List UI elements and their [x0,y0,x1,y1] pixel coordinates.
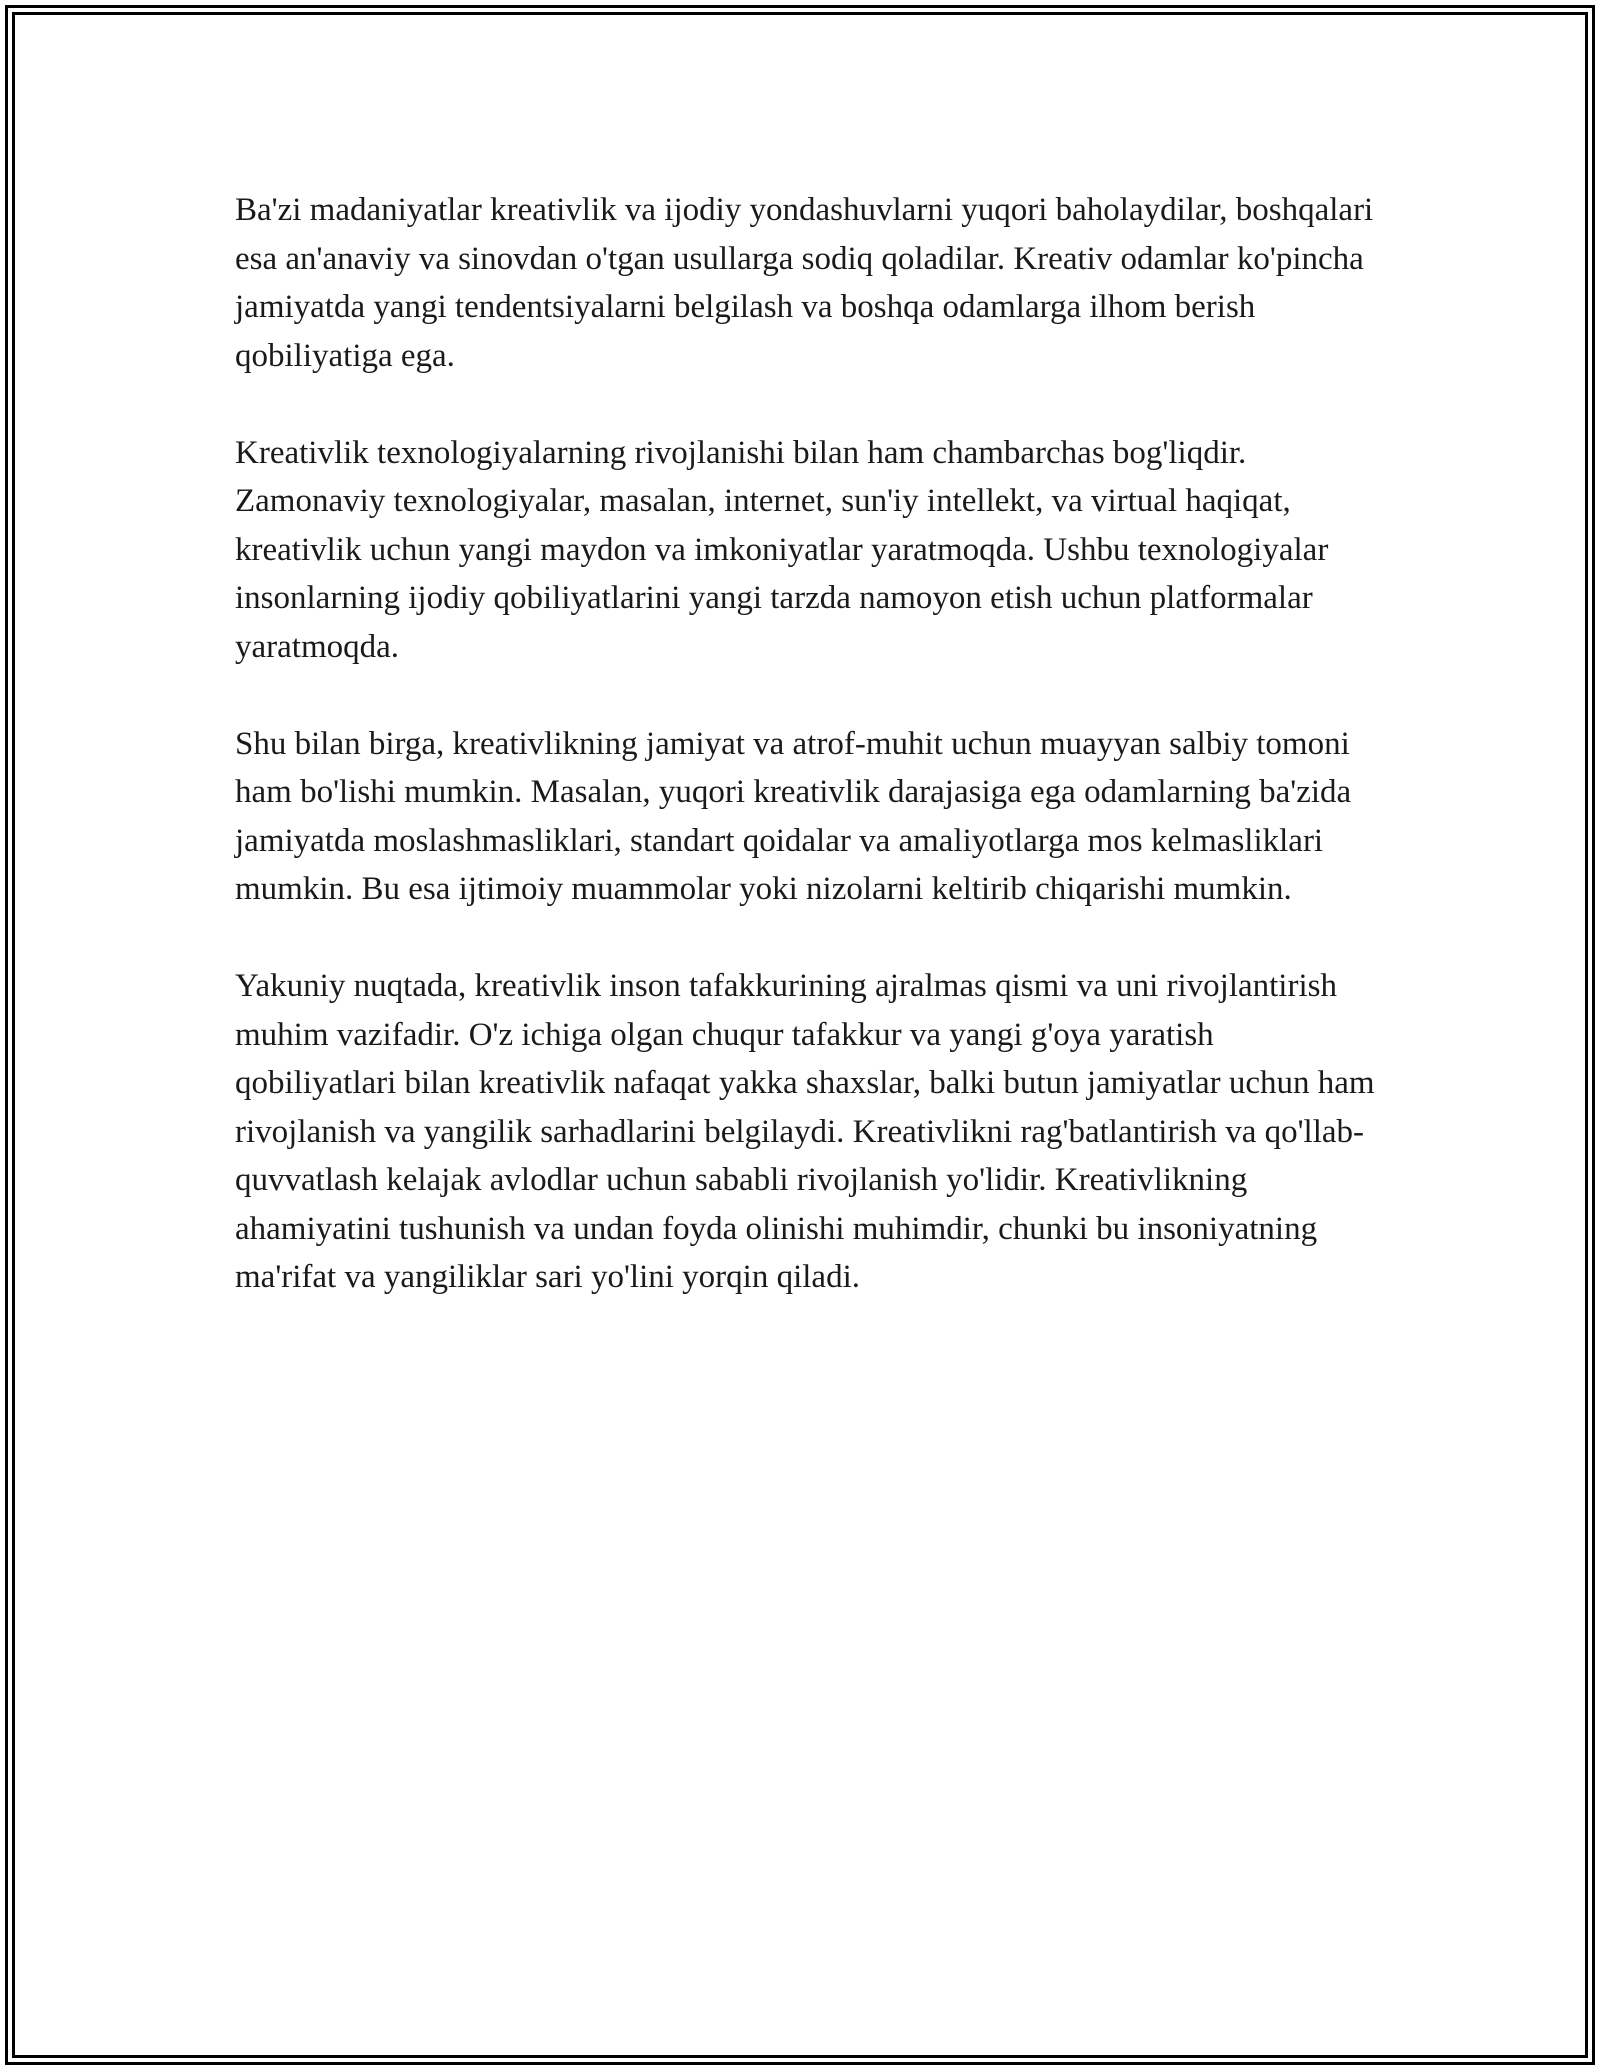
paragraph-2: Kreativlik texnologiyalarning rivojlanishi bilan ham chambarchas bog'liqdir. Zamonaviy texnologiyalar, masalan, internet, sun'iy intellekt, va virtual haqiqat, kreativlik uchun yangi maydon va imkoniyatlar yaratmoqda. Ushbu texnologiyalar insonlarning ijodiy qobiliyatlarini yangi tarzda namoyon etish uchun platformalar yaratmoqda. [235,434,1329,665]
document-body [235,186,1375,1302]
paragraph-1: Ba'zi madaniyatlar kreativlik va ijodiy yondashuvlarni yuqori baholaydilar, boshqalari esa an'anaviy va sinovdan o'tgan usullarga sodiq qoladilar. Kreativ odamlar ko'pincha jamiyatda yangi tendentsiyalarni belgilash va boshqa odamlarga ilhom berish qobiliyatiga ega. [235,192,1374,374]
paragraph-4: Yakuniy nuqtada, kreativlik inson tafakkurining ajralmas qismi va uni rivojlantirish muhim vazifadir. O'z ichiga olgan chuqur tafakkur va yangi g'oya yaratish qobiliyatlari bilan kreativlik nafaqat yakka shaxslar, balki butun jamiyatlar uchun ham rivojlanish va yangilik sarhadlarini belgilaydi. Kreativlikni rag'batlantirish va qo'llab-quvvatlash kelajak avlodlar uchun sababli rivojlanish yo'lidir. Kreativlikning ahamiyatini tushunish va undan foyda olinishi muhimdir, chunki bu insoniyatning ma'rifat va yangiliklar sari yo'lini yorqin qiladi. [235,968,1375,1295]
paragraph-3: Shu bilan birga, kreativlikning jamiyat va atrof-muhit uchun muayyan salbiy tomoni ham bo'lishi mumkin. Masalan, yuqori kreativlik darajasiga ega odamlarning ba'zida jamiyatda moslashmasliklari, standart qoidalar va amaliyotlarga mos kelmasliklari mumkin. Bu esa ijtimoiy muammolar yoki nizolarni keltirib chiqarishi mumkin. [235,725,1352,907]
